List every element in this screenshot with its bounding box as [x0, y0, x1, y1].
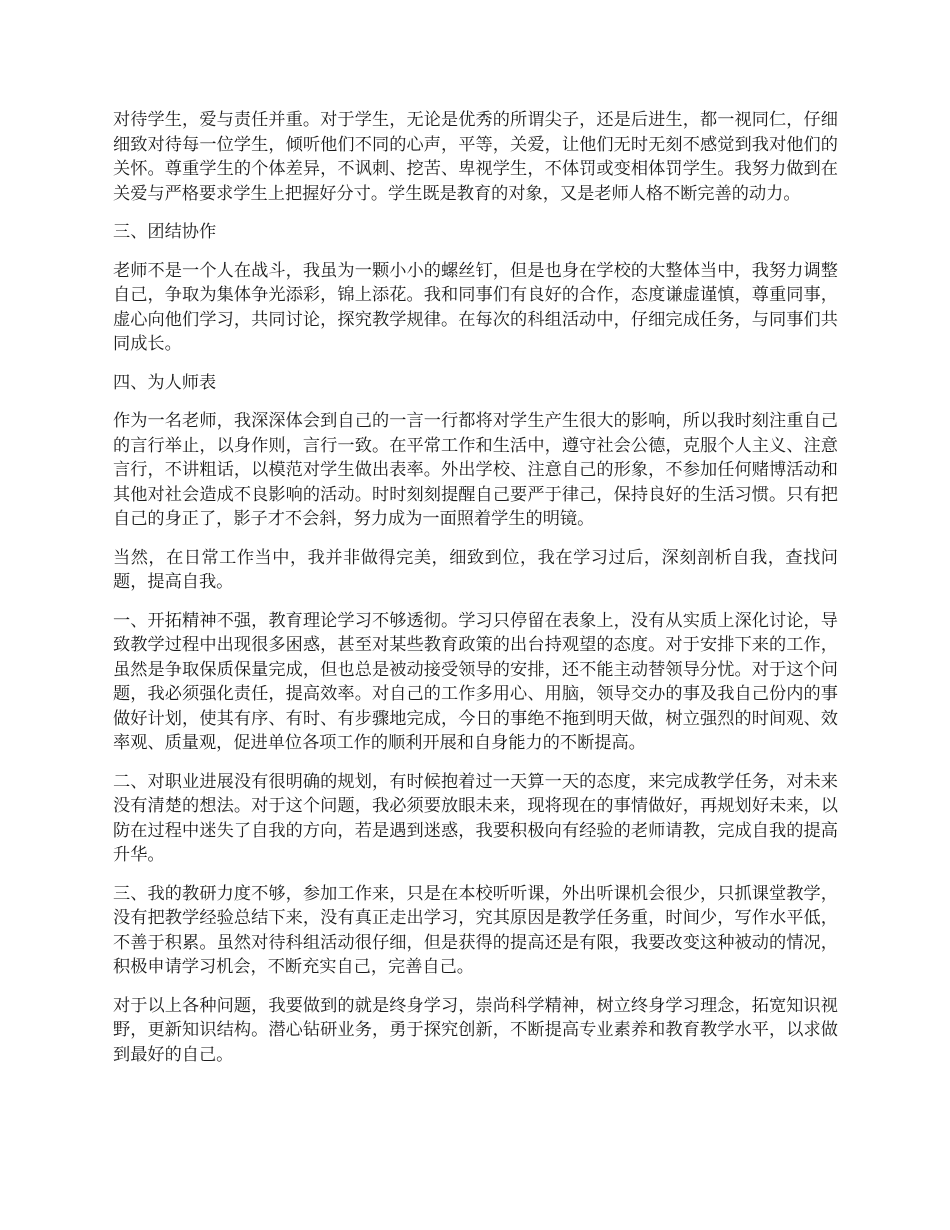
section-heading-teamwork: 三、团结协作 [113, 222, 217, 242]
paragraph-role-model: 作为一名老师，我深深体会到自己的一言一行都将对学生产生很大的影响，所以我时刻注重自己的言行举止，以身作则，言行一致。在平常工作和生活中，遵守社会公德，克服个人主义、注意言行，不讲粗话，以模范对学生做出表率。外出学校、注意自己的形象，不参加任何赌博活动和其他对社会造成不良影响的活动。时时刻刻提醒自己要严于律己，保持良好的生活习惯。只有把自己的身正了，影子才不会斜，努力成为一面照着学生的明镜。 [113, 411, 838, 529]
paragraph-problem-three: 三、我的教研力度不够，参加工作来，只是在本校听听课，外出听课机会很少，只抓课堂教学，没有把教学经验总结下来，没有真正走出学习，究其原因是教学任务重，时间少，写作水平低，不善于积累。虽然对待科组活动很仔细，但是获得的提高还是有限，我要改变这种被动的情况，积极申请学习机会，不断充实自己，完善自己。 [113, 883, 838, 977]
section-heading-role-model: 四、为人师表 [113, 372, 217, 393]
paragraph-teamwork: 老师不是一个人在战斗，我虽为一颗小小的螺丝钉，但是也身在学校的大整体当中，我努力调整自己，争取为集体争光添彩，锦上添花。我和同事们有良好的合作，态度谦虚谨慎，尊重同事，虚心向他们学习，共同讨论，探究教学规律。在每次的科组活动中，仔细完成任务，与同事们共同成长。 [113, 260, 838, 354]
paragraph-conclusion: 对于以上各种问题，我要做到的就是终身学习，崇尚科学精神，树立终身学习理念，拓宽知识视野，更新知识结构。潜心钻研业务，勇于探究创新，不断提高专业素养和教育教学水平，以求做到最好的自己。 [113, 995, 838, 1065]
paragraph-treat-students: 对待学生，爱与责任并重。对于学生，无论是优秀的所谓尖子，还是后进生，都一视同仁，仔细细致对待每一位学生，倾听他们不同的心声，平等，关爱，让他们无时无刻不感觉到我对他们的关怀。尊重学生的个体差异，不讽刺、挖苦、卑视学生，不体罚或变相体罚学生。我努力做到在关爱与严格要求学生上把握好分寸。学生既是教育的对象，又是老师人格不断完善的动力。 [113, 110, 838, 204]
paragraph-self-reflection: 当然，在日常工作当中，我并非做得完美，细致到位，我在学习过后，深刻剖析自我，查找问题，提高自我。 [113, 547, 838, 592]
paragraph-problem-two: 二、对职业进展没有很明确的规划，有时候抱着过一天算一天的态度，来完成教学任务，对未来没有清楚的想法。对于这个问题，我必须要放眼未来，现将现在的事情做好，再规划好未来，以防在过程中迷失了自我的方向，若是遇到迷惑，我要积极向有经验的老师请教，完成自我的提高升华。 [113, 771, 838, 865]
paragraph-problem-one: 一、开拓精神不强，教育理论学习不够透彻。学习只停留在表象上，没有从实质上深化讨论，导致教学过程中出现很多困惑，甚至对某些教育政策的出台持观望的态度。对于安排下来的工作，虽然是争取保质保量完成，但也总是被动接受领导的安排，还不能主动替领导分忧。对于这个问题，我必须强化责任，提高效率。对自己的工作多用心、用脑，领导交办的事及我自己份内的事做好计划，使其有序、有时、有步骤地完成，今日的事绝不拖到明天做，树立强烈的时间观、效率观、质量观，促进单位各项工作的顺利开展和自身能力的不断提高。 [113, 610, 838, 753]
